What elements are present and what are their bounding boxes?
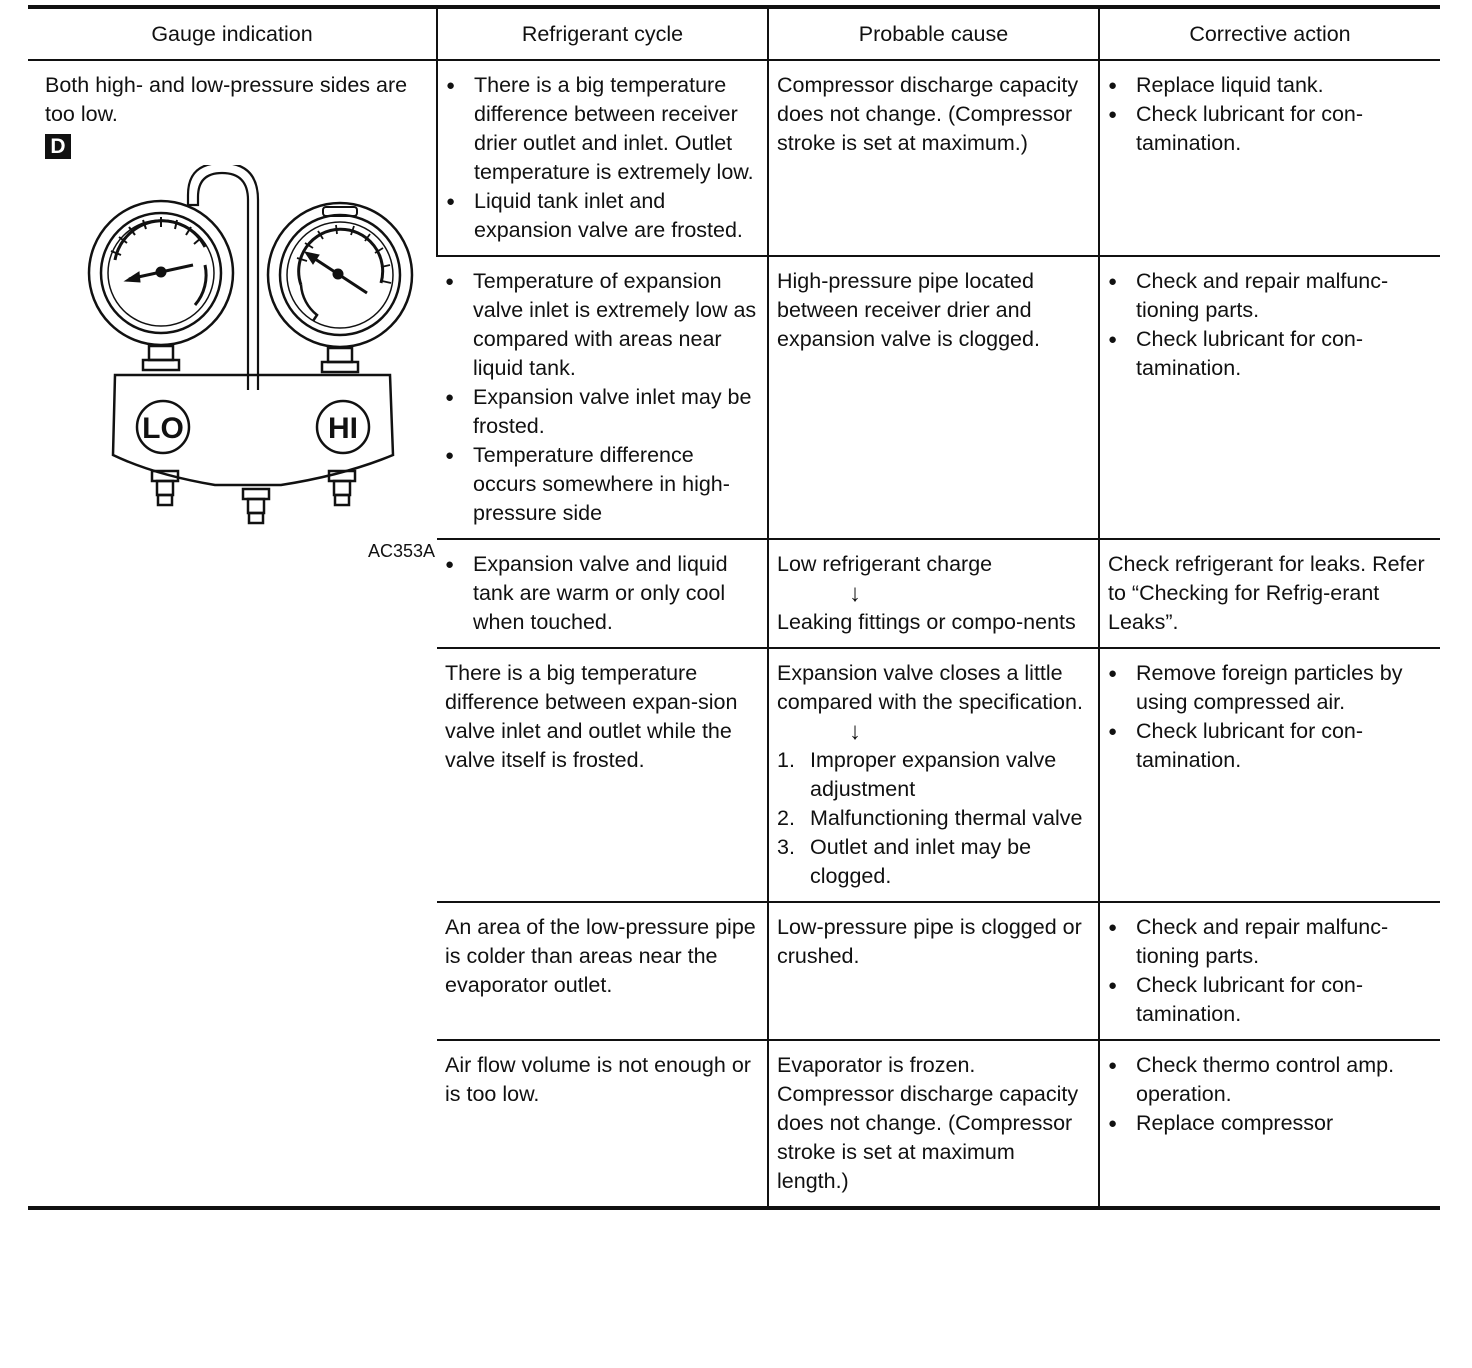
cause-text: Low refrigerant charge	[777, 552, 993, 576]
header-refrigerant-cycle: Refrigerant cycle	[437, 7, 768, 60]
list-item: ● Replace compressor	[1108, 1109, 1432, 1138]
list-item: ● Check and repair malfunc-tioning parts.	[1108, 913, 1432, 971]
case-badge: D	[45, 134, 71, 159]
header-corrective-action: Corrective action	[1099, 7, 1440, 60]
list-item: ● Check and repair malfunc-tioning parts.	[1108, 267, 1432, 325]
probable-cause-cell: High-pressure pipe located between receiver drier and expansion valve is clogged.	[768, 256, 1099, 539]
list-item	[777, 833, 1090, 891]
header-gauge-indication: Gauge indication	[28, 7, 437, 60]
down-arrow-icon: ↓	[849, 718, 861, 745]
corrective-action-cell	[1099, 60, 1440, 256]
gauge-indication-cell	[28, 60, 437, 1208]
list-item: ● There is a big temperature difference between receiver drier outlet and inlet. Outlet temperature is extremely low.	[446, 71, 759, 187]
list-text: Outlet and inlet may be clogged.	[810, 835, 1032, 888]
list-number: 1.	[777, 748, 795, 772]
cause-text: Evaporator is frozen.	[777, 1053, 976, 1077]
list-text: Malfunctioning thermal valve	[810, 806, 1083, 830]
list-item: ● Replace liquid tank.	[1108, 71, 1432, 100]
cause-text: Compressor discharge capacity does not change. (Compressor stroke is set at maximum length.)	[777, 1082, 1079, 1193]
gauge-indication-text: Both high- and low-pressure sides are too low.	[45, 73, 408, 126]
table-header-row	[28, 7, 1440, 60]
manifold-gauge-figure	[45, 165, 435, 570]
corrective-action-cell	[1099, 902, 1440, 1040]
diagnosis-table	[28, 5, 1440, 1210]
manifold-gauge-illustration	[45, 165, 435, 570]
probable-cause-cell	[768, 539, 1099, 648]
corrective-action-cell	[1099, 1040, 1440, 1208]
list-item: ● Temperature of expansion valve inlet is extremely low as compared with areas near liquid tank.	[445, 267, 759, 383]
list-item: ● Temperature difference occurs somewhere in high-pressure side	[445, 441, 759, 528]
probable-cause-cell	[768, 648, 1099, 902]
list-item: ● Expansion valve and liquid tank are warm or only cool when touched.	[445, 550, 759, 637]
cause-text: Expansion valve closes a little compared with the specification.	[777, 661, 1083, 714]
list-item: ● Check lubricant for con-tamination.	[1108, 325, 1432, 383]
probable-cause-cell: Compressor discharge capacity does not change. (Compressor stroke is set at maximum.)	[768, 60, 1099, 256]
corrective-action-cell	[1099, 256, 1440, 539]
hi-label: HI	[328, 412, 358, 445]
list-item: ● Expansion valve inlet may be frosted.	[445, 383, 759, 441]
list-item	[777, 804, 1090, 833]
list-item: ● Check lubricant for con-tamination.	[1108, 971, 1432, 1029]
refrigerant-cycle-cell: Air flow volume is not enough or is too low.	[437, 1040, 768, 1208]
list-item: ● Remove foreign particles by using compressed air.	[1108, 659, 1432, 717]
refrigerant-cycle-cell: There is a big temperature difference between expan-sion valve inlet and outlet while the valve itself is frosted.	[437, 648, 768, 902]
list-text: Improper expansion valve adjustment	[810, 748, 1057, 801]
list-number: 2.	[777, 806, 795, 830]
probable-cause-cell	[768, 1040, 1099, 1208]
list-item: ● Check thermo control amp. operation.	[1108, 1051, 1432, 1109]
list-item: ● Check lubricant for con-tamination.	[1108, 100, 1432, 158]
list-item: ● Liquid tank inlet and expansion valve are frosted.	[446, 187, 759, 245]
figure-id: AC353A	[367, 541, 435, 561]
refrigerant-cycle-cell: An area of the low-pressure pipe is colder than areas near the evaporator outlet.	[437, 902, 768, 1040]
corrective-action-cell: Check refrigerant for leaks. Refer to “Checking for Refrig-erant Leaks”.	[1099, 539, 1440, 648]
list-item	[777, 746, 1090, 804]
refrigerant-cycle-cell	[437, 256, 768, 539]
probable-cause-cell: Low-pressure pipe is clogged or crushed.	[768, 902, 1099, 1040]
lo-label: LO	[142, 412, 184, 445]
table-row	[28, 60, 1440, 256]
refrigerant-cycle-cell	[437, 539, 768, 648]
corrective-action-cell	[1099, 648, 1440, 902]
header-probable-cause: Probable cause	[768, 7, 1099, 60]
cause-text: Leaking fittings or compo-nents	[777, 610, 1076, 634]
list-number: 3.	[777, 835, 795, 859]
list-item: ● Check lubricant for con-tamination.	[1108, 717, 1432, 775]
refrigerant-cycle-cell	[437, 60, 768, 256]
diagnosis-table-wrapper	[28, 5, 1440, 1210]
down-arrow-icon: ↓	[849, 580, 861, 607]
